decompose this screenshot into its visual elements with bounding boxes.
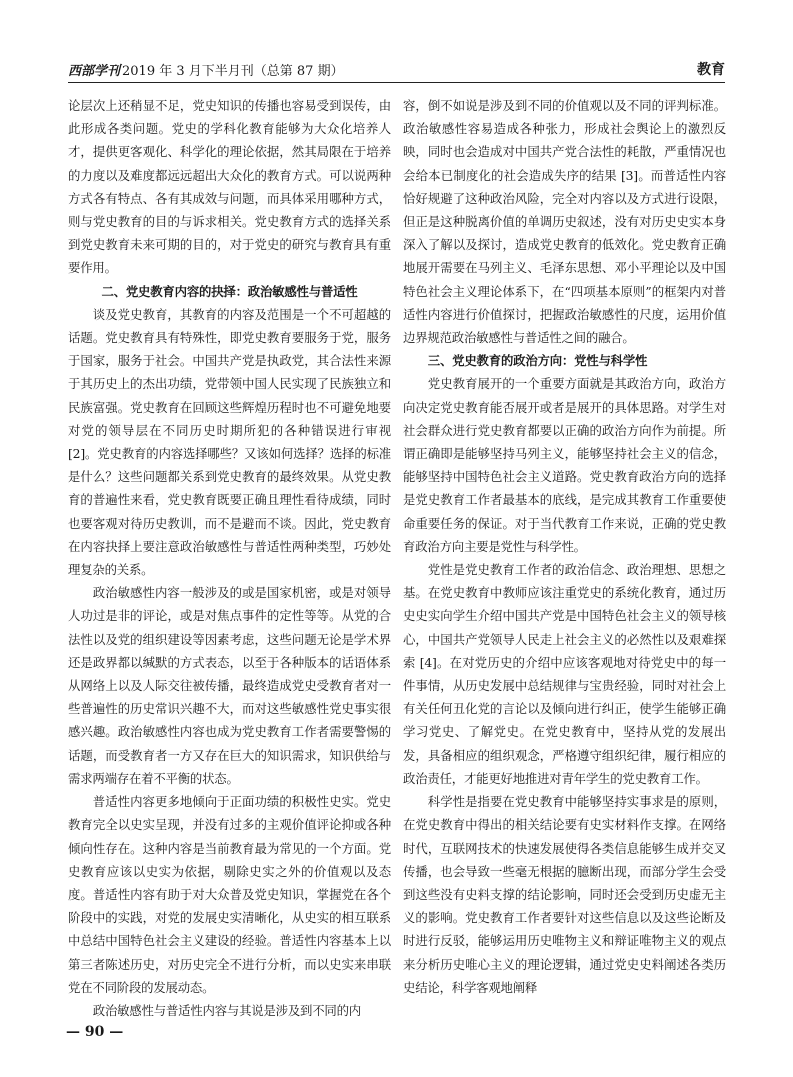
left-column bbox=[68, 94, 391, 1024]
right-column bbox=[403, 94, 726, 1024]
paragraph: 政治敏感性与普适性内容与其说是涉及到不同的内 bbox=[92, 1002, 361, 1018]
page-number: — 90 — bbox=[66, 1024, 124, 1040]
paragraph: 容，倒不如说是涉及到不同的价值观以及不同的评判标准。政治敏感性容易造成各种张力，形成社会舆论上的激烈反映，同时也会造成对中国共产党合法性的耗散，严重情况也会给本已制度化的社会造成失序的结果 [3]。而普适性内容恰好规避了这种政治风险，完全对内容以及方式进行设限，但正是这种脱离价值的单调历史叙述，没有对历史史实本身深入了解以及探讨，造成党史教育的低效化。党史教育正确地展开需要在马列主义、毛泽东思想、邓小平理论以及中国特色社会主义理论体系下，在“四项基本原则”的框架内对普适性内容进行价值探讨，把握政治敏感性的尺度，运用价值边界规范政治敏感性与普适性之间的融合。 bbox=[403, 98, 726, 346]
paragraph: 谈及党史教育，其教育的内容及范围是一个不可超越的话题。党史教育具有特殊性，即党史教育要服务于党，服务于国家，服务于社会。中国共产党是执政党，其合法性来源于其历史上的杰出功绩，党带领中国人民实现了民族独立和民族富强。党史教育在回顾这些辉煌历程时也不可避免地要对党的领导层在不同历史时期所犯的各种错误进行审视 [2]。党史教育的内容选择哪些？又该如何选择？选择的标准是什么？这些问题都关系到党史教育的最终效果。从党史教育的普遍性来看，党史教育既要正确且理性看待成绩，同时也要客观对待历史教训，而不是避而不谈。因此，党史教育在内容抉择上要注意政治敏感性与普适性两种类型，巧妙处理复杂的关系。 bbox=[68, 306, 391, 578]
page-header bbox=[68, 56, 725, 83]
issue-info: 2019 年 3 月下半月刊（总第 87 期） bbox=[122, 64, 344, 79]
section-label: 教育 bbox=[697, 62, 725, 78]
paragraph: 党性是党史教育工作者的政治信念、政治理想、思想之基。在党史教育中教师应该注重党史的系统化教育，通过历史史实向学生介绍中国共产党是中国特色社会主义的领导核心，中国共产党领导人民走上社会主义的必然性以及艰难探索 [4]。在对党历史的介绍中应该客观地对待党史中的每一件事情，从历史发展中总结规律与宝贵经验，同时对社会上有关任何丑化党的言论以及倾向进行纠正，使学生能够正确学习党史、了解党史。在党史教育中，坚持从党的发展出发，具备相应的组织观念，严格遵守组织纪律，履行相应的政治责任，才能更好地推进对青年学生的党史教育工作。 bbox=[403, 562, 726, 786]
journal-info bbox=[68, 60, 344, 79]
paragraph: 论层次上还稍显不足，党史知识的传播也容易受到误传，由此形成各类问题。党史的学科化教育能够为大众化培养人才，提供更客观化、科学化的理论依据，然其局限在于培养的力度以及难度都远远超出大众化的教育方式。可以说两种方式各有特点、各有其成效与问题，而具体采用哪种方式，则与党史教育的目的与诉求相关。党史教育方式的选择关系到党史教育未来可期的目的，对于党史的研究与教育具有重要作用。 bbox=[68, 98, 391, 276]
paragraph: 普适性内容更多地倾向于正面功绩的积极性史实。党史教育完全以史实呈现，并没有过多的主观价值评论抑或各种倾向性存在。这种内容是当前教育最为常见的一个方面。党史教育应该以史实为依据，剔除史实之外的价值观以及态度。普适性内容有助于对大众普及党史知识，掌握党在各个阶段中的实践，对党的发展史实清晰化，从史实的相互联系中总结中国特色社会主义建设的经验。普适性内容基本上以第三者陈述历史，对历史完全不进行分析，而以史实来串联党在不同阶段的发展动态。 bbox=[68, 794, 391, 995]
paragraph: 政治敏感性内容一般涉及的或是国家机密，或是对领导人功过是非的评论，或是对焦点事件的定性等等。从党的合法性以及党的组织建设等因素考虑，这些问题无论是学术界还是政界都以缄默的方式表态，以至于各种版本的话语体系从网络上以及人际交往被传播，最终造成党史受教育者对一些普遍性的历史常识兴趣不大，而对这些敏感性党史事实很感兴趣。政治敏感性内容也成为党史教育工作者需要警惕的话题，而受教育者一方又存在巨大的知识需求，知识供给与需求两端存在着不平衡的状态。 bbox=[68, 585, 391, 786]
section-heading-2: 二、党史教育内容的抉择：政治敏感性与普适性 bbox=[101, 283, 358, 299]
paragraph: 党史教育展开的一个重要方面就是其政治方向，政治方向决定党史教育能否展开或者是展开的具体思路。对学生对社会群众进行党史教育都要以正确的政治方向作为前提。所谓正确即是能够坚持马列主义，能够坚持社会主义的信念，能够坚持中国特色社会主义道路。党史教育政治方向的选择是党史教育工作者最基本的底线，是完成其教育工作重要使命重要任务的保证。对于当代教育工作来说，正确的党史教育政治方向主要是党性与科学性。 bbox=[403, 376, 726, 554]
section-heading-3: 三、党史教育的政治方向：党性与科学性 bbox=[427, 353, 648, 369]
paragraph: 科学性是指要在党史教育中能够坚持实事求是的原则，在党史教育中得出的相关结论要有史实材料作支撑。在网络时代，互联网技术的快速发展使得各类信息能够生成并交叉传播，也会导致一些毫无根据的臆断出现，而部分学生会受到这些没有史料支撑的结论影响，同时还会受到历史虚无主义的影响。党史教育工作者要针对这些信息以及这些论断及时进行反驳，能够运用历史唯物主义和辩证唯物主义的观点来分析历史唯心主义的理论逻辑，通过党史史料阐述各类历史结论，科学客观地阐释 bbox=[403, 794, 726, 995]
journal-logo: 西部学刊 bbox=[68, 64, 121, 79]
